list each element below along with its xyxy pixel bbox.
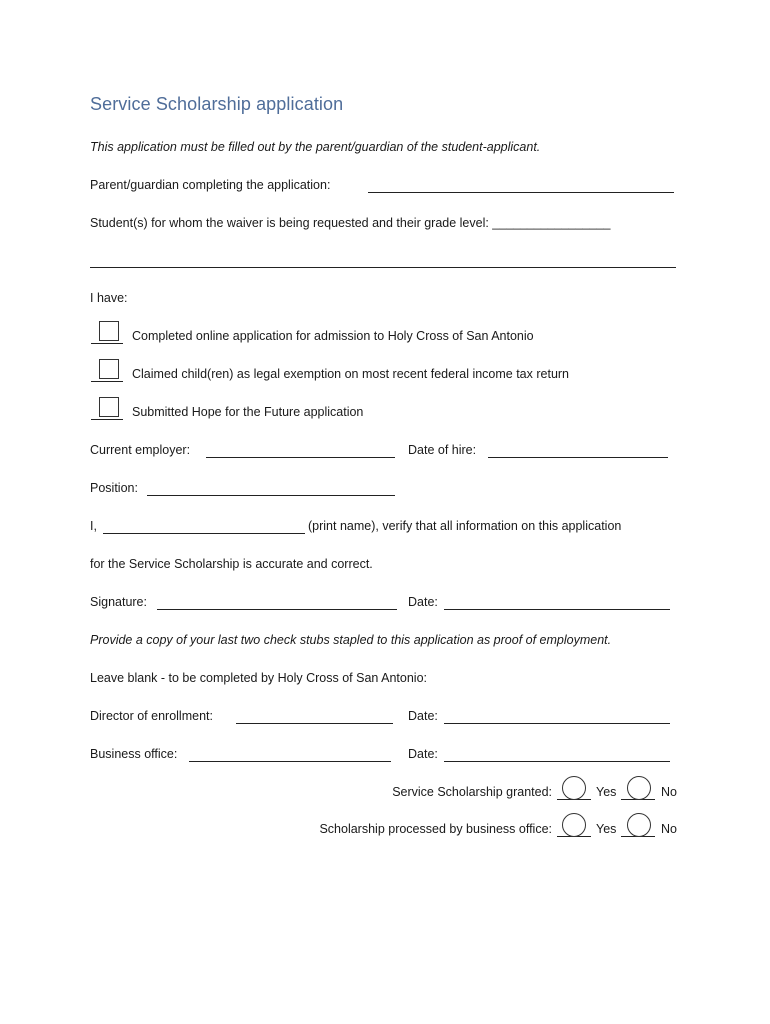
- processed-no-label: No: [661, 822, 677, 836]
- check-stubs-note: Provide a copy of your last two check stubs stapled to this application as proof of employment.: [90, 633, 612, 647]
- checklist-underline-2: [91, 381, 123, 382]
- signature-field[interactable]: [157, 609, 397, 610]
- director-label: Director of enrollment:: [90, 709, 213, 723]
- i-have-label: I have:: [90, 291, 128, 305]
- checkbox-hope-future[interactable]: [99, 397, 119, 417]
- processed-yes-radio[interactable]: [562, 813, 586, 837]
- checklist-underline-3: [91, 419, 123, 420]
- granted-yes-radio[interactable]: [562, 776, 586, 800]
- form-title: Service Scholarship application: [90, 94, 344, 114]
- processed-no-radio[interactable]: [627, 813, 651, 837]
- checklist-item-tax-exemption: Claimed child(ren) as legal exemption on most recent federal income tax return: [132, 367, 570, 381]
- employer-label: Current employer:: [90, 443, 191, 457]
- print-name-field[interactable]: [103, 533, 305, 534]
- checklist-underline-1: [91, 343, 123, 344]
- granted-label: Service Scholarship granted:: [392, 785, 552, 799]
- students-label: Student(s) for whom the waiver is being requested and their grade level: _________________: [90, 216, 611, 230]
- signature-date-field[interactable]: [444, 609, 670, 610]
- director-date-field[interactable]: [444, 723, 670, 724]
- office-use-note: Leave blank - to be completed by Holy Cross of San Antonio:: [90, 671, 427, 685]
- checkbox-tax-exemption[interactable]: [99, 359, 119, 379]
- hire-date-field[interactable]: [488, 457, 668, 458]
- signature-label: Signature:: [90, 595, 147, 609]
- director-field[interactable]: [236, 723, 393, 724]
- business-office-label: Business office:: [90, 747, 178, 761]
- checkbox-online-application[interactable]: [99, 321, 119, 341]
- employer-field[interactable]: [206, 457, 395, 458]
- verify-line-2: for the Service Scholarship is accurate and correct.: [90, 557, 373, 571]
- signature-date-label: Date:: [408, 595, 438, 609]
- business-date-field[interactable]: [444, 761, 670, 762]
- parent-label: Parent/guardian completing the application:: [90, 178, 331, 192]
- granted-no-label: No: [661, 785, 677, 799]
- hire-date-label: Date of hire:: [408, 443, 477, 457]
- checklist-item-online-application: Completed online application for admission to Holy Cross of San Antonio: [132, 329, 534, 343]
- business-date-label: Date:: [408, 747, 438, 761]
- intro-text: This application must be filled out by the parent/guardian of the student-applicant.: [90, 140, 541, 154]
- granted-yes-label: Yes: [596, 785, 617, 799]
- processed-yes-label: Yes: [596, 822, 617, 836]
- director-date-label: Date:: [408, 709, 438, 723]
- position-label: Position:: [90, 481, 138, 495]
- processed-label: Scholarship processed by business office:: [319, 822, 552, 836]
- verify-prefix: I,: [90, 519, 97, 533]
- parent-name-field[interactable]: [368, 192, 674, 193]
- position-field[interactable]: [147, 495, 395, 496]
- business-office-field[interactable]: [189, 761, 391, 762]
- students-field-continuation[interactable]: [90, 267, 676, 268]
- checklist-item-hope-future: Submitted Hope for the Future application: [132, 405, 364, 419]
- granted-no-radio[interactable]: [627, 776, 651, 800]
- verify-suffix: (print name), verify that all information on this application: [308, 519, 622, 533]
